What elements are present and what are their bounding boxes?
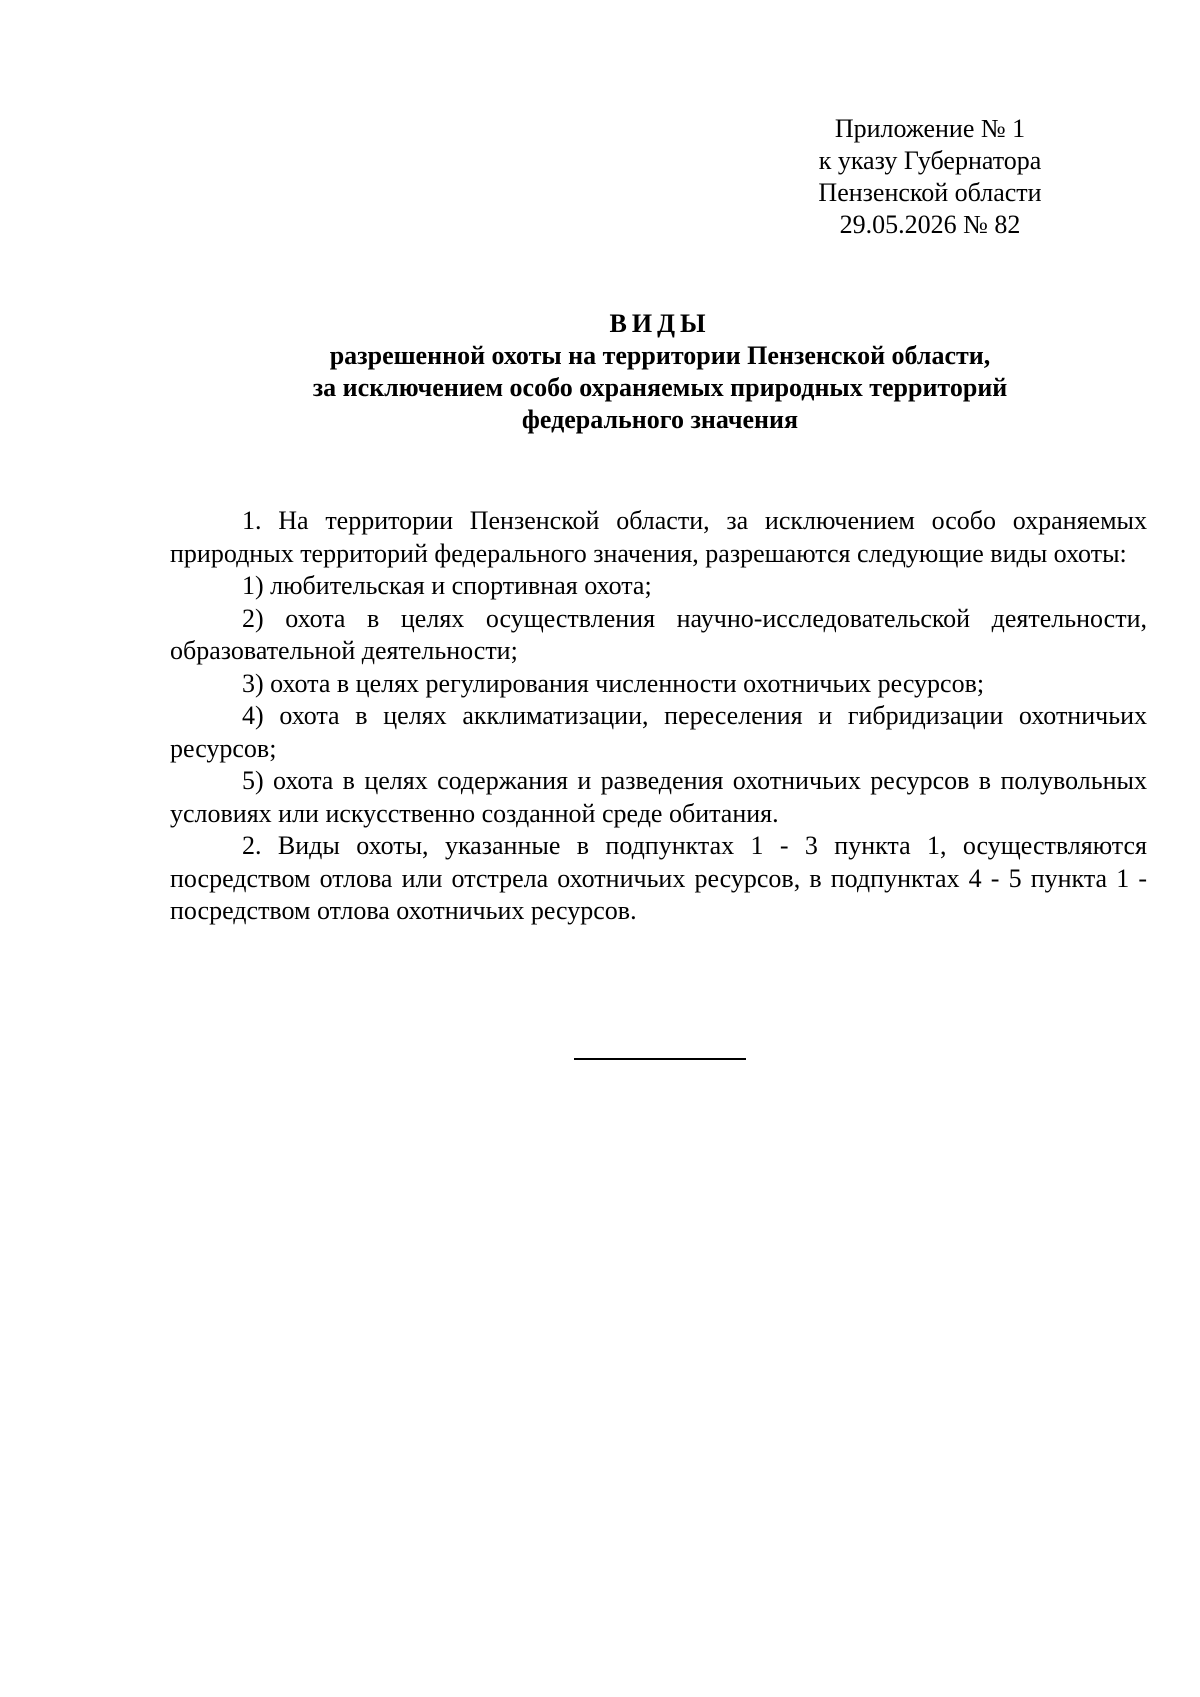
title-line-1: разрешенной охоты на территории Пензенской области, <box>329 341 991 370</box>
list-item-1: 1) любительская и спортивная охота; <box>242 571 652 600</box>
document-body <box>170 505 1147 928</box>
list-item-3: 3) охота в целях регулирования численности охотничьих ресурсов; <box>242 668 985 698</box>
paragraph-2: 2. Виды охоты, указанные в подпунктах 1 - 3 пункта 1, осуществляются посредством отлова или отстрела охотничьих ресурсов, в подпунктах 4 - 5 пункта 1 - посредством отлова охотничьих ресурсов. <box>170 831 1147 925</box>
list-item-5: 5) охота в целях содержания и разведения охотничьих ресурсов в полувольных условиях или искусственно созданной среде обитания. <box>170 766 1147 828</box>
document-title <box>170 308 1150 436</box>
title-main: ВИДЫ <box>609 309 711 338</box>
closing-divider <box>574 1058 746 1060</box>
paragraph-1: 1. На территории Пензенской области, за исключением особо охраняемых природных территорий федерального значения, разрешаются следующие виды охоты: <box>170 506 1147 568</box>
list-item-2: 2) охота в целях осуществления научно-исследовательской деятельности, образовательной деятельности; <box>170 603 1147 665</box>
appendix-header <box>780 113 1080 241</box>
appendix-decree-ref: к указу Губернатора <box>818 146 1042 175</box>
appendix-region: Пензенской области <box>818 178 1042 207</box>
appendix-number: Приложение № 1 <box>834 114 1026 143</box>
title-line-2: за исключением особо охраняемых природных территорий <box>312 373 1008 402</box>
list-item-4: 4) охота в целях акклиматизации, переселения и гибридизации охотничьих ресурсов; <box>170 701 1147 763</box>
appendix-date-number: 29.05.2026 № 82 <box>839 210 1021 239</box>
title-line-3: федерального значения <box>521 405 799 434</box>
